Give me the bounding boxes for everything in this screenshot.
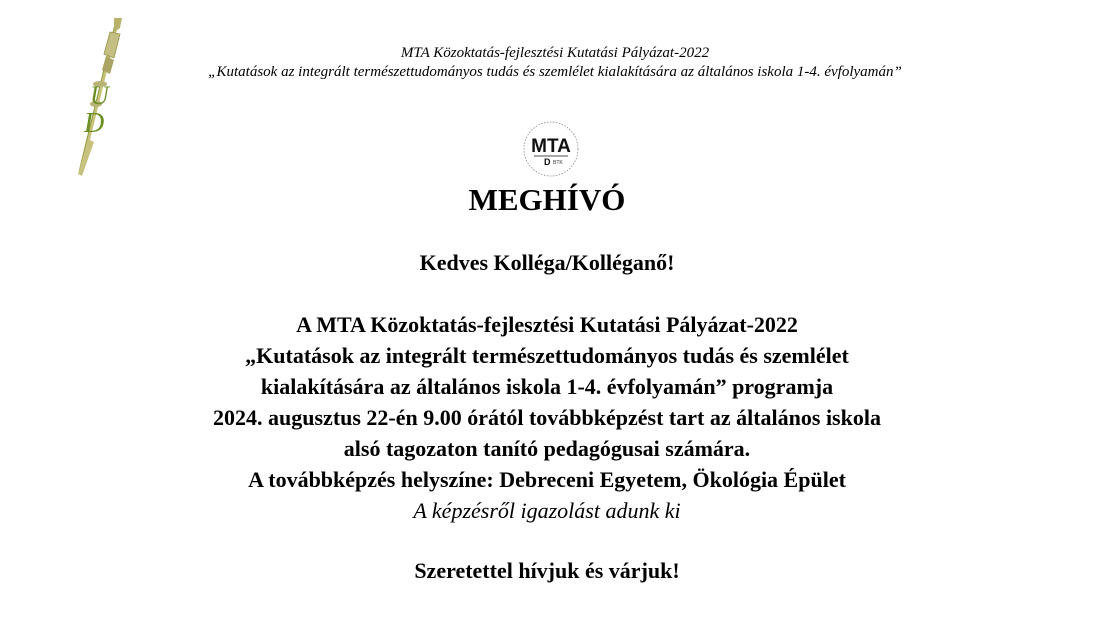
header-line-1: MTA Közoktatás-fejlesztési Kutatási Pályázat-2022 <box>400 45 710 61</box>
page-title: MEGHÍVÓ <box>468 182 626 217</box>
svg-text:D: D <box>544 157 551 167</box>
body-line: kialakítására az általános iskola 1-4. évfolyamán” programja <box>260 374 834 399</box>
ud-scepter-logo <box>70 14 130 180</box>
closing-line: Szeretettel hívjuk és várjuk! <box>414 558 680 583</box>
header-line-2: „Kutatások az integrált természettudományos tudás és szemlélet kialakítására az általános iskola 1-4. évfolyamán” <box>208 64 902 80</box>
mta-seal-icon <box>520 118 582 180</box>
invitation-body <box>0 309 1094 526</box>
mta-seal-logo <box>520 118 582 180</box>
svg-text:MTA: MTA <box>531 136 571 157</box>
ud-letter-u: U <box>90 81 109 110</box>
body-line: A MTA Közoktatás-fejlesztési Kutatási Pályázat-2022 <box>296 312 798 337</box>
certificate-note: A képzésről igazolást adunk ki <box>413 498 681 523</box>
body-line: „Kutatások az integrált természettudományos tudás és szemlélet <box>245 343 849 368</box>
greeting: Kedves Kolléga/Kolléganő! <box>419 250 675 275</box>
body-line: 2024. augusztus 22-én 9.00 órától továbbképzést tart az általános iskola <box>213 405 881 430</box>
body-line: alsó tagozaton tanító pedagógusai számára. <box>343 436 751 461</box>
svg-text:BTK: BTK <box>553 160 563 166</box>
ud-scepter-icon <box>70 14 130 180</box>
body-line: A továbbképzés helyszíne: Debreceni Egyetem, Ökológia Épület <box>248 467 846 492</box>
ud-letter-d: D <box>84 108 105 139</box>
